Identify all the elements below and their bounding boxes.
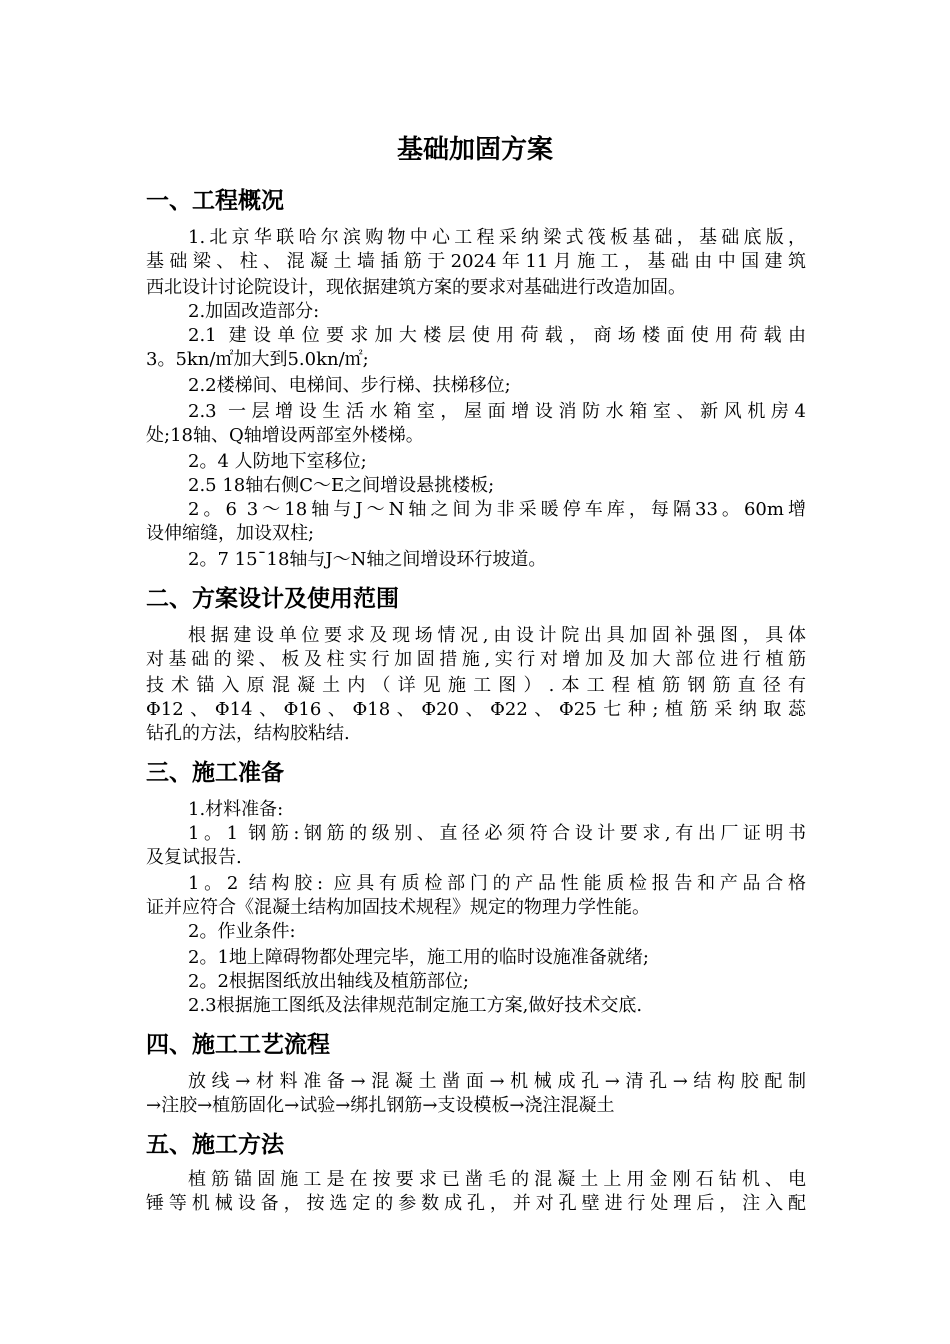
paragraph-line: 2。4 人防地下室移位; <box>188 451 367 472</box>
paragraph-line: →注胶→植筋固化→试验→绑扎钢筋→支设模板→浇注混凝土 <box>146 1095 615 1116</box>
section-heading-method: 五、施工方法 <box>146 1132 284 1158</box>
paragraph-line: 技术锚入原混凝土内（详见施工图）.本工程植筋钢筋直径有 <box>146 675 806 696</box>
paragraph-line: 处;18轴、Q轴增设两部室外楼梯。 <box>146 425 424 446</box>
paragraph-line: 1。2 结构胶: 应具有质检部门的产品性能质检报告和产品合格 <box>188 873 806 894</box>
paragraph-line: 及复试报告. <box>146 847 242 868</box>
paragraph-line: 设伸缩缝，加设双柱; <box>146 523 315 544</box>
section-heading-design-scope: 二、方案设计及使用范围 <box>146 586 399 612</box>
paragraph-line: 西北设计讨论院设计，现依据建筑方案的要求对基础进行改造加固。 <box>146 277 686 298</box>
paragraph-line: 2.3 一层增设生活水箱室，屋面增设消防水箱室、新风机房4 <box>188 401 806 422</box>
paragraph-line: 对基础的梁、板及柱实行加固措施,实行对增加及加大部位进行植筋 <box>146 649 806 670</box>
paragraph-line: 2。作业条件: <box>188 921 296 942</box>
paragraph-line: 根据建设单位要求及现场情况,由设计院出具加固补强图，具体 <box>188 625 806 646</box>
paragraph-line: 2.加固改造部分: <box>188 301 320 322</box>
paragraph-line: 2.3根据施工图纸及法律规范制定施工方案,做好技术交底. <box>188 995 643 1016</box>
paragraph-line: 1.材料准备: <box>188 799 284 820</box>
paragraph-line: 1.北京华联哈尔滨购物中心工程采纳梁式筏板基础，基础底版， <box>188 227 806 248</box>
paragraph-line: 钻孔的方法，结构胶粘结. <box>146 723 350 744</box>
paragraph-line: 基础梁、柱、混凝土墙插筋于2024年11月施工，基础由中国建筑 <box>146 251 806 272</box>
paragraph-line: 2。6 3～18轴与J～N轴之间为非采暖停车库，每隔33。60m增 <box>188 499 806 520</box>
paragraph-line: Φ12、Φ14、Φ16、Φ18、Φ20、Φ22、Φ25七种;植筋采纳取蕊 <box>146 699 806 720</box>
paragraph-line: 2.5 18轴右侧C～E之间增设悬挑楼板; <box>188 475 495 496</box>
paragraph-line: 2。2根据图纸放出轴线及植筋部位; <box>188 971 469 992</box>
section-heading-preparation: 三、施工准备 <box>146 760 284 786</box>
paragraph-line: 放线→材料准备→混凝土凿面→机械成孔→清孔→结构胶配制 <box>188 1071 806 1092</box>
document-title: 基础加固方案 <box>396 135 553 165</box>
paragraph-line: 3。5kn/㎡加大到5.0kn/㎡; <box>146 349 369 370</box>
paragraph-line: 证并应符合《混凝土结构加固技术规程》规定的物理力学性能。 <box>146 897 650 918</box>
paragraph-line: 2。7 15¯18轴与J～N轴之间增设环行坡道。 <box>188 549 547 570</box>
paragraph-line: 1。1 钢筋:钢筋的级别、直径必须符合设计要求,有出厂证明书 <box>188 823 806 844</box>
paragraph-line: 2.2楼梯间、电梯间、步行梯、扶梯移位; <box>188 375 511 396</box>
paragraph-line: 2.1 建设单位要求加大楼层使用荷载，商场楼面使用荷载由 <box>188 325 806 346</box>
section-heading-overview: 一、工程概况 <box>146 188 284 214</box>
section-heading-process-flow: 四、施工工艺流程 <box>146 1032 330 1058</box>
paragraph-line: 植筋锚固施工是在按要求已凿毛的混凝土上用金刚石钻机、电 <box>188 1169 806 1190</box>
paragraph-line: 锤等机械设备，按选定的参数成孔，并对孔壁进行处理后，注入配 <box>146 1193 806 1214</box>
paragraph-line: 2。1地上障碍物都处理完毕，施工用的临时设施准备就绪; <box>188 947 649 968</box>
